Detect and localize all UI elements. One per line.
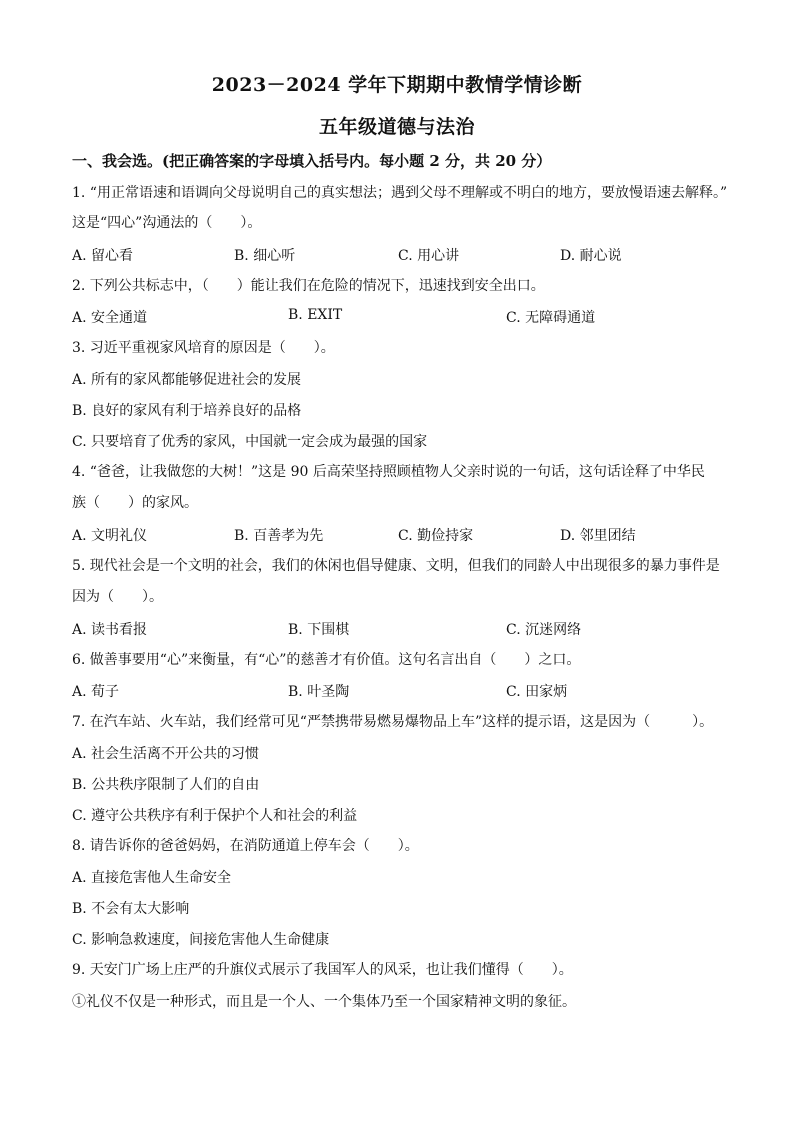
question-9-statement-1: ①礼仪不仅是一种形式，而且是一个人、一个集体乃至一个国家精神文明的象征。	[72, 994, 576, 1010]
section-heading: 一、我会选。(把正确答案的字母填入括号内。每小题 2 分，共 20 分）	[72, 152, 552, 170]
question-5-text: 5. 现代社会是一个文明的社会，我们的休闲也倡导健康、文明，但我们的同龄人中出现很多的暴力事件是	[72, 558, 720, 574]
question-2-text: 2. 下列公共标志中，（ ）能让我们在危险的情况下，迅速找到安全出口。	[72, 278, 545, 294]
option-a: A. 读书看报	[72, 622, 148, 638]
option-a: A. 文明礼仪	[72, 528, 148, 544]
question-1-options	[72, 245, 732, 265]
question-8-option-a: A. 直接危害他人生命安全	[72, 870, 232, 886]
question-6-options	[72, 681, 732, 701]
option-c: C. 勤俭持家	[398, 528, 474, 544]
option-b: B. 细心听	[234, 248, 296, 264]
question-1-text: 1. “用正常语速和语调向父母说明自己的真实想法；遇到父母不理解或不明白的地方，要放慢语速去解释。”	[72, 185, 728, 201]
question-8-text: 8. 请告诉你的爸爸妈妈，在消防通道上停车会（ ）。	[72, 838, 419, 854]
question-7-option-b: B. 公共秩序限制了人们的自由	[72, 777, 260, 793]
option-b: B. 下围棋	[288, 622, 350, 638]
question-4-text: 4. “爸爸，让我做您的大树！”这是 90 后高荣坚持照顾植物人父亲时说的一句话，这句话诠释了中华民	[72, 464, 705, 480]
question-7-text: 7. 在汽车站、火车站，我们经常可见“严禁携带易燃易爆物品上车”这样的提示语，这是因为（ ）。	[72, 714, 714, 730]
option-d: D. 耐心说	[560, 248, 622, 264]
question-7-option-c: C. 遵守公共秩序有利于保护个人和社会的利益	[72, 808, 358, 824]
option-c: C. 沉迷网络	[506, 622, 582, 638]
option-d: D. 邻里团结	[560, 528, 636, 544]
question-6-text: 6. 做善事要用“心”来衡量，有“心”的慈善才有价值。这句名言出自（ ）之口。	[72, 652, 581, 668]
option-c: C. 田家炳	[506, 684, 568, 700]
option-c: C. 用心讲	[398, 248, 460, 264]
question-8-option-c: C. 影响急救速度，间接危害他人生命健康	[72, 932, 330, 948]
question-1-text-cont: 这是“四心”沟通法的（ ）。	[72, 215, 262, 231]
exam-subtitle: 五年级道德与法治	[318, 116, 475, 138]
question-5-options	[72, 619, 732, 639]
option-c: C. 无障碍通道	[506, 310, 596, 326]
option-b: B. EXIT	[288, 307, 343, 323]
exam-title: 2023－2024 学年下期期中教情学情诊断	[211, 74, 583, 96]
option-a: A. 安全通道	[72, 310, 148, 326]
question-7-option-a: A. 社会生活离不开公共的习惯	[72, 746, 260, 762]
question-3-option-b: B. 良好的家风有利于培养良好的品格	[72, 403, 302, 419]
question-8-option-b: B. 不会有太大影响	[72, 901, 190, 917]
option-b: B. 百善孝为先	[234, 528, 324, 544]
option-a: A. 荀子	[72, 684, 120, 700]
question-3-option-a: A. 所有的家风都能够促进社会的发展	[72, 372, 302, 388]
question-2-options	[72, 307, 732, 327]
option-a: A. 留心看	[72, 248, 134, 264]
question-4-options	[72, 525, 732, 545]
question-5-text-cont: 因为（ ）。	[72, 589, 163, 605]
question-3-option-c: C. 只要培育了优秀的家风，中国就一定会成为最强的国家	[72, 434, 428, 450]
option-b: B. 叶圣陶	[288, 684, 350, 700]
question-3-text: 3. 习近平重视家风培育的原因是（ ）。	[72, 340, 335, 356]
question-4-text-cont: 族（ ）的家风。	[72, 495, 198, 511]
question-9-text: 9. 天安门广场上庄严的升旗仪式展示了我国军人的风采，也让我们懂得（ ）。	[72, 962, 573, 978]
